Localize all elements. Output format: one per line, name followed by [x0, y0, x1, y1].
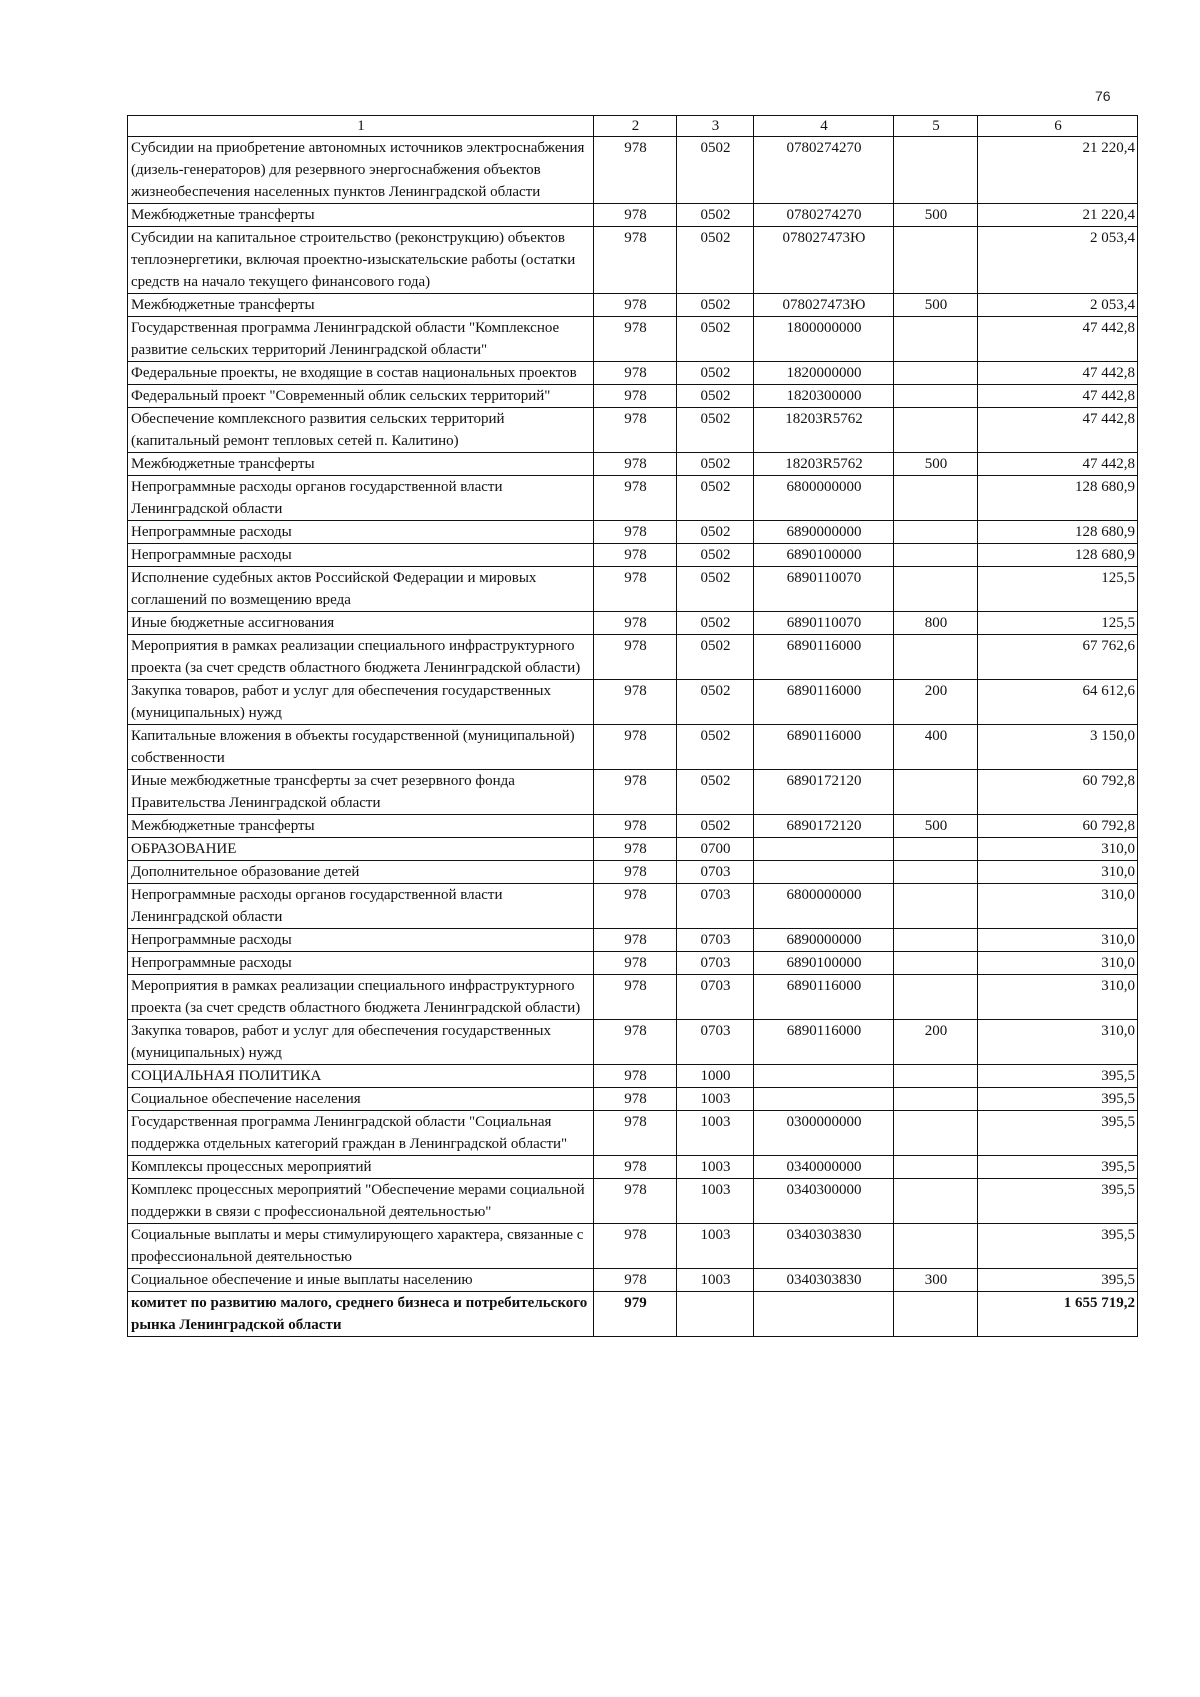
target-article-code	[754, 861, 894, 884]
amount: 395,5	[978, 1156, 1138, 1179]
expense-type-code	[894, 521, 978, 544]
amount: 64 612,6	[978, 680, 1138, 725]
column-header: 5	[894, 116, 978, 137]
target-article-code: 6890116000	[754, 1020, 894, 1065]
expense-type-code	[894, 929, 978, 952]
admin-code: 978	[594, 476, 677, 521]
target-article-code: 0300000000	[754, 1111, 894, 1156]
item-name: Федеральный проект "Современный облик сельских территорий"	[128, 385, 594, 408]
target-article-code: 6890172120	[754, 815, 894, 838]
expense-type-code	[894, 770, 978, 815]
table-row	[128, 1088, 1138, 1111]
section-code: 0502	[677, 544, 754, 567]
admin-code: 978	[594, 929, 677, 952]
section-code: 1000	[677, 1065, 754, 1088]
admin-code: 978	[594, 204, 677, 227]
table-row	[128, 294, 1138, 317]
item-name: Непрограммные расходы органов государственной власти Ленинградской области	[128, 884, 594, 929]
section-code: 0502	[677, 635, 754, 680]
target-article-code: 6890172120	[754, 770, 894, 815]
item-name: Межбюджетные трансферты	[128, 815, 594, 838]
amount: 125,5	[978, 612, 1138, 635]
amount: 310,0	[978, 975, 1138, 1020]
target-article-code: 6890000000	[754, 929, 894, 952]
amount: 310,0	[978, 952, 1138, 975]
expense-type-code	[894, 975, 978, 1020]
item-name: Социальное обеспечение и иные выплаты населению	[128, 1269, 594, 1292]
target-article-code	[754, 838, 894, 861]
table-row	[128, 227, 1138, 294]
expense-type-code: 300	[894, 1269, 978, 1292]
expense-type-code	[894, 884, 978, 929]
expense-type-code: 500	[894, 294, 978, 317]
amount: 128 680,9	[978, 476, 1138, 521]
target-article-code: 0340303830	[754, 1269, 894, 1292]
item-name: Исполнение судебных актов Российской Федерации и мировых соглашений по возмещению вреда	[128, 567, 594, 612]
item-name: ОБРАЗОВАНИЕ	[128, 838, 594, 861]
table-row	[128, 204, 1138, 227]
admin-code: 978	[594, 521, 677, 544]
table-row	[128, 521, 1138, 544]
admin-code: 978	[594, 362, 677, 385]
table-row	[128, 725, 1138, 770]
target-article-code: 6890116000	[754, 680, 894, 725]
target-article-code: 18203R5762	[754, 408, 894, 453]
target-article-code	[754, 1292, 894, 1337]
expense-type-code	[894, 227, 978, 294]
section-code: 1003	[677, 1088, 754, 1111]
section-code: 0502	[677, 453, 754, 476]
table-row	[128, 1156, 1138, 1179]
section-code: 0502	[677, 680, 754, 725]
amount: 395,5	[978, 1179, 1138, 1224]
target-article-code: 6890100000	[754, 952, 894, 975]
column-header: 3	[677, 116, 754, 137]
admin-code: 978	[594, 635, 677, 680]
section-code: 0502	[677, 408, 754, 453]
amount: 128 680,9	[978, 544, 1138, 567]
column-header: 2	[594, 116, 677, 137]
target-article-code: 0780274270	[754, 137, 894, 204]
target-article-code: 6890116000	[754, 635, 894, 680]
expense-type-code	[894, 1065, 978, 1088]
admin-code: 978	[594, 385, 677, 408]
admin-code: 978	[594, 227, 677, 294]
table-row	[128, 1292, 1138, 1337]
item-name: Межбюджетные трансферты	[128, 294, 594, 317]
expense-type-code	[894, 1088, 978, 1111]
section-code: 0703	[677, 975, 754, 1020]
admin-code: 978	[594, 1088, 677, 1111]
section-code: 0502	[677, 725, 754, 770]
table-row	[128, 1065, 1138, 1088]
table-row	[128, 815, 1138, 838]
admin-code: 978	[594, 1156, 677, 1179]
item-name: Комплекс процессных мероприятий "Обеспечение мерами социальной поддержки в связи с профессиональной деятельностью"	[128, 1179, 594, 1224]
amount: 395,5	[978, 1111, 1138, 1156]
target-article-code	[754, 1065, 894, 1088]
amount: 3 150,0	[978, 725, 1138, 770]
item-name: Иные межбюджетные трансферты за счет резервного фонда Правительства Ленинградской области	[128, 770, 594, 815]
expense-type-code	[894, 1156, 978, 1179]
expense-type-code	[894, 1224, 978, 1269]
table-row	[128, 476, 1138, 521]
item-name: Непрограммные расходы	[128, 544, 594, 567]
amount: 1 655 719,2	[978, 1292, 1138, 1337]
expense-type-code	[894, 137, 978, 204]
expense-type-code	[894, 838, 978, 861]
table-row	[128, 1179, 1138, 1224]
admin-code: 978	[594, 1065, 677, 1088]
section-code: 0703	[677, 1020, 754, 1065]
admin-code: 978	[594, 952, 677, 975]
amount: 395,5	[978, 1088, 1138, 1111]
amount: 2 053,4	[978, 227, 1138, 294]
target-article-code: 6890000000	[754, 521, 894, 544]
item-name: Мероприятия в рамках реализации специального инфраструктурного проекта (за счет средств областного бюджета Ленинградской области)	[128, 975, 594, 1020]
table-row	[128, 1224, 1138, 1269]
admin-code: 978	[594, 1179, 677, 1224]
admin-code: 978	[594, 137, 677, 204]
expense-type-code: 200	[894, 1020, 978, 1065]
amount: 21 220,4	[978, 204, 1138, 227]
admin-code: 978	[594, 453, 677, 476]
admin-code: 978	[594, 770, 677, 815]
admin-code: 978	[594, 884, 677, 929]
budget-table	[127, 115, 1138, 1337]
item-name: Мероприятия в рамках реализации специального инфраструктурного проекта (за счет средств областного бюджета Ленинградской области)	[128, 635, 594, 680]
target-article-code: 0780274270	[754, 204, 894, 227]
admin-code: 978	[594, 1020, 677, 1065]
item-name: Непрограммные расходы органов государственной власти Ленинградской области	[128, 476, 594, 521]
section-code: 0502	[677, 385, 754, 408]
target-article-code: 6890100000	[754, 544, 894, 567]
expense-type-code: 800	[894, 612, 978, 635]
amount: 2 053,4	[978, 294, 1138, 317]
table-row	[128, 838, 1138, 861]
expense-type-code	[894, 1111, 978, 1156]
item-name: Обеспечение комплексного развития сельских территорий (капитальный ремонт тепловых сетей п. Калитино)	[128, 408, 594, 453]
expense-type-code	[894, 861, 978, 884]
expense-type-code	[894, 385, 978, 408]
item-name: Капитальные вложения в объекты государственной (муниципальной) собственности	[128, 725, 594, 770]
section-code: 1003	[677, 1156, 754, 1179]
item-name: Закупка товаров, работ и услуг для обеспечения государственных (муниципальных) нужд	[128, 680, 594, 725]
amount: 47 442,8	[978, 453, 1138, 476]
table-row	[128, 385, 1138, 408]
table-row	[128, 1111, 1138, 1156]
expense-type-code: 400	[894, 725, 978, 770]
table-row	[128, 1020, 1138, 1065]
amount: 60 792,8	[978, 815, 1138, 838]
target-article-code: 6890116000	[754, 725, 894, 770]
target-article-code: 078027473Ю	[754, 294, 894, 317]
admin-code: 978	[594, 1111, 677, 1156]
expense-type-code: 500	[894, 815, 978, 838]
section-code: 0502	[677, 476, 754, 521]
admin-code: 978	[594, 317, 677, 362]
amount: 60 792,8	[978, 770, 1138, 815]
amount: 395,5	[978, 1224, 1138, 1269]
section-code	[677, 1292, 754, 1337]
table-row	[128, 567, 1138, 612]
item-name: Субсидии на капитальное строительство (реконструкцию) объектов теплоэнергетики, включая проектно-изыскательские работы (остатки средств на начало текущего финансового года)	[128, 227, 594, 294]
expense-type-code	[894, 408, 978, 453]
expense-type-code	[894, 317, 978, 362]
section-code: 0502	[677, 612, 754, 635]
expense-type-code	[894, 635, 978, 680]
target-article-code: 0340000000	[754, 1156, 894, 1179]
section-code: 0502	[677, 227, 754, 294]
column-header: 1	[128, 116, 594, 137]
section-code: 0703	[677, 929, 754, 952]
target-article-code: 6890110070	[754, 612, 894, 635]
expense-type-code	[894, 1179, 978, 1224]
admin-code: 978	[594, 975, 677, 1020]
amount: 67 762,6	[978, 635, 1138, 680]
item-name: Непрограммные расходы	[128, 929, 594, 952]
admin-code: 978	[594, 1224, 677, 1269]
target-article-code: 078027473Ю	[754, 227, 894, 294]
section-code: 0502	[677, 362, 754, 385]
item-name: Субсидии на приобретение автономных источников электроснабжения (дизель-генераторов) для резервного энергоснабжения объектов жизнеобеспечения населенных пунктов Ленинградской области	[128, 137, 594, 204]
section-code: 0700	[677, 838, 754, 861]
column-header: 4	[754, 116, 894, 137]
target-article-code: 18203R5762	[754, 453, 894, 476]
target-article-code: 1820300000	[754, 385, 894, 408]
admin-code: 978	[594, 567, 677, 612]
section-code: 0502	[677, 294, 754, 317]
target-article-code: 0340303830	[754, 1224, 894, 1269]
table-row	[128, 635, 1138, 680]
column-number-row	[128, 116, 1138, 137]
section-code: 0502	[677, 567, 754, 612]
item-name: Непрограммные расходы	[128, 521, 594, 544]
target-article-code: 0340300000	[754, 1179, 894, 1224]
item-name: Непрограммные расходы	[128, 952, 594, 975]
amount: 47 442,8	[978, 385, 1138, 408]
item-name: комитет по развитию малого, среднего бизнеса и потребительского рынка Ленинградской области	[128, 1292, 594, 1337]
expense-type-code	[894, 544, 978, 567]
item-name: Иные бюджетные ассигнования	[128, 612, 594, 635]
section-code: 0502	[677, 137, 754, 204]
table-row	[128, 680, 1138, 725]
admin-code: 978	[594, 612, 677, 635]
section-code: 1003	[677, 1111, 754, 1156]
item-name: Межбюджетные трансферты	[128, 204, 594, 227]
amount: 310,0	[978, 1020, 1138, 1065]
section-code: 0703	[677, 861, 754, 884]
expense-type-code	[894, 567, 978, 612]
item-name: Федеральные проекты, не входящие в состав национальных проектов	[128, 362, 594, 385]
amount: 310,0	[978, 929, 1138, 952]
expense-type-code: 200	[894, 680, 978, 725]
amount: 310,0	[978, 884, 1138, 929]
admin-code: 978	[594, 861, 677, 884]
table-row	[128, 929, 1138, 952]
target-article-code: 1820000000	[754, 362, 894, 385]
table-row	[128, 544, 1138, 567]
table-row	[128, 137, 1138, 204]
section-code: 1003	[677, 1269, 754, 1292]
table-row	[128, 453, 1138, 476]
item-name: Государственная программа Ленинградской области "Комплексное развитие сельских территорий Ленинградской области"	[128, 317, 594, 362]
expense-type-code	[894, 362, 978, 385]
section-code: 0502	[677, 204, 754, 227]
section-code: 0703	[677, 884, 754, 929]
expense-type-code: 500	[894, 204, 978, 227]
target-article-code: 6800000000	[754, 476, 894, 521]
expense-type-code: 500	[894, 453, 978, 476]
table-row	[128, 317, 1138, 362]
item-name: СОЦИАЛЬНАЯ ПОЛИТИКА	[128, 1065, 594, 1088]
target-article-code: 1800000000	[754, 317, 894, 362]
section-code: 1003	[677, 1224, 754, 1269]
section-code: 1003	[677, 1179, 754, 1224]
section-code: 0502	[677, 770, 754, 815]
item-name: Межбюджетные трансферты	[128, 453, 594, 476]
section-code: 0502	[677, 317, 754, 362]
amount: 47 442,8	[978, 362, 1138, 385]
amount: 128 680,9	[978, 521, 1138, 544]
admin-code: 979	[594, 1292, 677, 1337]
table-row	[128, 884, 1138, 929]
section-code: 0502	[677, 521, 754, 544]
amount: 395,5	[978, 1269, 1138, 1292]
item-name: Государственная программа Ленинградской области "Социальная поддержка отдельных категорий граждан в Ленинградской области"	[128, 1111, 594, 1156]
amount: 47 442,8	[978, 317, 1138, 362]
admin-code: 978	[594, 680, 677, 725]
table-row	[128, 975, 1138, 1020]
expense-type-code	[894, 1292, 978, 1337]
item-name: Комплексы процессных мероприятий	[128, 1156, 594, 1179]
amount: 47 442,8	[978, 408, 1138, 453]
target-article-code: 6800000000	[754, 884, 894, 929]
amount: 310,0	[978, 838, 1138, 861]
table-row	[128, 408, 1138, 453]
admin-code: 978	[594, 544, 677, 567]
section-code: 0502	[677, 815, 754, 838]
admin-code: 978	[594, 294, 677, 317]
admin-code: 978	[594, 408, 677, 453]
column-header: 6	[978, 116, 1138, 137]
target-article-code: 6890110070	[754, 567, 894, 612]
table-row	[128, 770, 1138, 815]
target-article-code: 6890116000	[754, 975, 894, 1020]
item-name: Социальные выплаты и меры стимулирующего характера, связанные с профессиональной деятельностью	[128, 1224, 594, 1269]
item-name: Дополнительное образование детей	[128, 861, 594, 884]
table-row	[128, 612, 1138, 635]
page-number: 76	[1095, 88, 1111, 104]
table-row	[128, 1269, 1138, 1292]
table-row	[128, 362, 1138, 385]
item-name: Социальное обеспечение населения	[128, 1088, 594, 1111]
admin-code: 978	[594, 1269, 677, 1292]
admin-code: 978	[594, 838, 677, 861]
table-row	[128, 861, 1138, 884]
admin-code: 978	[594, 815, 677, 838]
item-name: Закупка товаров, работ и услуг для обеспечения государственных (муниципальных) нужд	[128, 1020, 594, 1065]
amount: 125,5	[978, 567, 1138, 612]
amount: 395,5	[978, 1065, 1138, 1088]
amount: 310,0	[978, 861, 1138, 884]
table-row	[128, 952, 1138, 975]
expense-type-code	[894, 476, 978, 521]
section-code: 0703	[677, 952, 754, 975]
admin-code: 978	[594, 725, 677, 770]
expense-type-code	[894, 952, 978, 975]
target-article-code	[754, 1088, 894, 1111]
amount: 21 220,4	[978, 137, 1138, 204]
